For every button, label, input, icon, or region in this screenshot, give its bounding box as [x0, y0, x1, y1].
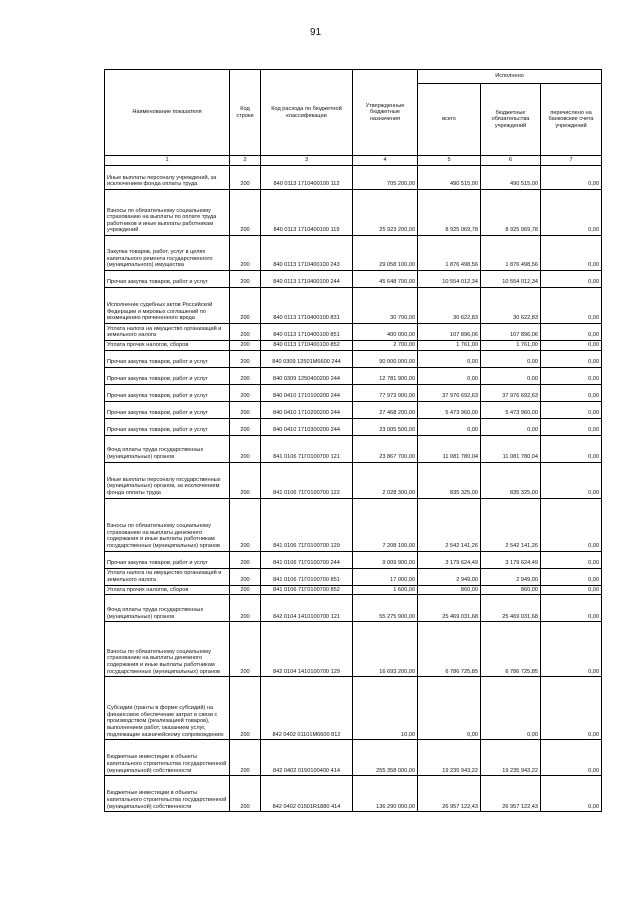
row-transferred: 0,00 — [541, 288, 602, 324]
row-approved: 30 700,00 — [353, 288, 418, 324]
row-name: Прочая закупка товаров, работ и услуг — [105, 384, 230, 401]
row-transferred: 0,00 — [541, 350, 602, 367]
row-name: Исполнение судебных актов Российской Федерации и мировых соглашений по возмещению причиненного вреда — [105, 288, 230, 324]
column-number: 5 — [418, 156, 481, 166]
row-executed-total: 490 515,00 — [418, 166, 481, 190]
table-row — [105, 288, 602, 324]
row-budget-code: 840 0113 1710400100 852 — [261, 341, 353, 351]
row-executed-total: 26 957 122,43 — [418, 776, 481, 812]
row-name: Взносы по обязательному социальному страхованию на выплаты денежного содержания и иные выплаты работникам государственных (муниципальных) органов — [105, 622, 230, 677]
column-number: 2 — [230, 156, 261, 166]
row-budget-obligations: 11 081 780,04 — [481, 435, 541, 462]
row-executed-total: 8 925 069,78 — [418, 190, 481, 236]
row-transferred: 0,00 — [541, 622, 602, 677]
column-number: 6 — [481, 156, 541, 166]
table-row — [105, 677, 602, 740]
row-name: Иные выплаты персоналу государственных (муниципальных) органов, за исключением фонда оплаты труда — [105, 462, 230, 498]
table-row — [105, 341, 602, 351]
row-budget-obligations: 107 896,06 — [481, 324, 541, 341]
row-approved: 1 600,00 — [353, 585, 418, 595]
table-row — [105, 350, 602, 367]
row-approved: 55 275 900,00 — [353, 595, 418, 622]
row-approved: 23 867 700,00 — [353, 435, 418, 462]
header-name: Наименование показателя — [105, 70, 230, 156]
row-executed-total: 1 761,00 — [418, 341, 481, 351]
row-transferred: 0,00 — [541, 462, 602, 498]
table-row — [105, 568, 602, 585]
row-line-code: 200 — [230, 498, 261, 551]
row-name: Иные выплаты персоналу учреждений, за исключением фонда оплаты труда — [105, 166, 230, 190]
row-executed-total: 6 786 725,85 — [418, 622, 481, 677]
row-line-code: 200 — [230, 595, 261, 622]
row-name: Фонд оплаты труда государственных (муниципальных) органов — [105, 435, 230, 462]
row-name: Взносы по обязательному социальному страхованию на выплаты по оплате труда работников и иные выплаты работникам учреждений — [105, 190, 230, 236]
row-line-code: 200 — [230, 677, 261, 740]
row-approved: 7 208 100,00 — [353, 498, 418, 551]
row-budget-obligations: 6 786 725,85 — [481, 622, 541, 677]
row-budget-code: 840 0410 1710300200 244 — [261, 418, 353, 435]
row-approved: 17 000,00 — [353, 568, 418, 585]
row-budget-obligations: 1 761,00 — [481, 341, 541, 351]
row-line-code: 200 — [230, 190, 261, 236]
row-budget-obligations: 0,00 — [481, 350, 541, 367]
row-executed-total: 1 876 498,56 — [418, 236, 481, 271]
row-budget-code: 842 0402 01501R1880 414 — [261, 776, 353, 812]
row-name: Фонд оплаты труда государственных (муниципальных) органов — [105, 595, 230, 622]
row-budget-obligations: 19 235 943,22 — [481, 740, 541, 776]
row-executed-total: 3 179 624,49 — [418, 551, 481, 568]
row-name: Закупка товаров, работ, услуг в целях капитального ремонта государственного (муниципального) имущества — [105, 236, 230, 271]
row-budget-code: 840 0113 1710400100 119 — [261, 190, 353, 236]
row-approved: 255 358 000,00 — [353, 740, 418, 776]
header-line-code: Код строки — [230, 70, 261, 156]
row-transferred: 0,00 — [541, 498, 602, 551]
row-approved: 705 200,00 — [353, 166, 418, 190]
row-executed-total: 835 325,00 — [418, 462, 481, 498]
row-budget-obligations: 0,00 — [481, 418, 541, 435]
row-name: Бюджетные инвестиции в объекты капитального строительства государственной (муниципальной) собственности — [105, 776, 230, 812]
row-approved: 136 290 000,00 — [353, 776, 418, 812]
column-number: 7 — [541, 156, 602, 166]
row-transferred: 0,00 — [541, 367, 602, 384]
row-name: Прочая закупка товаров, работ и услуг — [105, 401, 230, 418]
row-budget-obligations: 2 949,00 — [481, 568, 541, 585]
table-row — [105, 622, 602, 677]
row-line-code: 200 — [230, 418, 261, 435]
row-budget-code: 840 0113 1710400100 243 — [261, 236, 353, 271]
table-row — [105, 462, 602, 498]
row-name: Бюджетные инвестиции в объекты капитального строительства государственной (муниципальной) собственности — [105, 740, 230, 776]
row-approved: 77 973 900,00 — [353, 384, 418, 401]
row-transferred: 0,00 — [541, 551, 602, 568]
row-budget-code: 841 0106 71Г0100700 129 — [261, 498, 353, 551]
row-name: Субсидии (гранты в форме субсидий) на финансовое обеспечение затрат в связи с производством (реализацией товаров), выполнением работ, оказанием услуг, подлежащие казначейскому сопровождению — [105, 677, 230, 740]
budget-execution-table — [104, 69, 602, 812]
row-line-code: 200 — [230, 367, 261, 384]
row-executed-total: 0,00 — [418, 367, 481, 384]
row-name: Уплата налога на имущество организаций и земельного налога — [105, 568, 230, 585]
row-transferred: 0,00 — [541, 384, 602, 401]
column-number: 1 — [105, 156, 230, 166]
row-line-code: 200 — [230, 462, 261, 498]
row-name: Уплата прочих налогов, сборов — [105, 341, 230, 351]
row-name: Уплата налога на имущество организаций и земельного налога — [105, 324, 230, 341]
row-budget-code: 842 0104 1410100700 121 — [261, 595, 353, 622]
table-row — [105, 595, 602, 622]
row-budget-obligations: 10 554 012,34 — [481, 271, 541, 288]
row-transferred: 0,00 — [541, 271, 602, 288]
row-transferred: 0,00 — [541, 401, 602, 418]
table-row — [105, 498, 602, 551]
row-line-code: 200 — [230, 740, 261, 776]
row-executed-total: 2 949,00 — [418, 568, 481, 585]
row-transferred: 0,00 — [541, 585, 602, 595]
row-approved: 12 781 900,00 — [353, 367, 418, 384]
row-line-code: 200 — [230, 350, 261, 367]
row-budget-code: 840 0309 1250400200 244 — [261, 367, 353, 384]
row-transferred: 0,00 — [541, 341, 602, 351]
row-executed-total: 0,00 — [418, 677, 481, 740]
row-approved: 23 005 500,00 — [353, 418, 418, 435]
row-transferred: 0,00 — [541, 677, 602, 740]
row-transferred: 0,00 — [541, 324, 602, 341]
row-approved: 2 028 300,00 — [353, 462, 418, 498]
row-line-code: 200 — [230, 568, 261, 585]
row-line-code: 200 — [230, 776, 261, 812]
row-budget-obligations: 26 957 122,43 — [481, 776, 541, 812]
row-approved: 400 000,00 — [353, 324, 418, 341]
row-line-code: 200 — [230, 585, 261, 595]
row-budget-code: 840 0113 1710400100 112 — [261, 166, 353, 190]
row-budget-code: 840 0113 1710400100 831 — [261, 288, 353, 324]
column-number-row — [105, 156, 602, 166]
row-name: Прочая закупка товаров, работ и услуг — [105, 418, 230, 435]
row-budget-obligations: 0,00 — [481, 367, 541, 384]
row-budget-code: 841 0106 71Г0100700 852 — [261, 585, 353, 595]
header-executed: Исполнено — [418, 70, 602, 84]
row-approved: 10,00 — [353, 677, 418, 740]
row-budget-obligations: 30 622,83 — [481, 288, 541, 324]
row-executed-total: 2 542 141,26 — [418, 498, 481, 551]
row-transferred: 0,00 — [541, 595, 602, 622]
table-row — [105, 190, 602, 236]
row-budget-obligations: 8 925 069,78 — [481, 190, 541, 236]
column-number: 3 — [261, 156, 353, 166]
table-row — [105, 271, 602, 288]
table-row — [105, 740, 602, 776]
row-name: Прочая закупка товаров, работ и услуг — [105, 271, 230, 288]
row-transferred: 0,00 — [541, 568, 602, 585]
row-approved: 25 923 200,00 — [353, 190, 418, 236]
row-budget-obligations: 0,00 — [481, 677, 541, 740]
row-name: Прочая закупка товаров, работ и услуг — [105, 350, 230, 367]
row-line-code: 200 — [230, 166, 261, 190]
row-approved: 29 058 100,00 — [353, 236, 418, 271]
row-budget-obligations: 2 542 141,26 — [481, 498, 541, 551]
row-line-code: 200 — [230, 288, 261, 324]
row-name: Прочая закупка товаров, работ и услуг — [105, 551, 230, 568]
table-row — [105, 367, 602, 384]
row-approved: 27 468 200,00 — [353, 401, 418, 418]
row-line-code: 200 — [230, 551, 261, 568]
row-executed-total: 860,00 — [418, 585, 481, 595]
row-line-code: 200 — [230, 324, 261, 341]
table-row — [105, 384, 602, 401]
row-transferred: 0,00 — [541, 776, 602, 812]
table-row — [105, 776, 602, 812]
table-row — [105, 324, 602, 341]
row-transferred: 0,00 — [541, 190, 602, 236]
table-row — [105, 551, 602, 568]
row-executed-total: 10 554 012,34 — [418, 271, 481, 288]
row-transferred: 0,00 — [541, 740, 602, 776]
table-row — [105, 435, 602, 462]
row-name: Уплата прочих налогов, сборов — [105, 585, 230, 595]
row-line-code: 200 — [230, 622, 261, 677]
row-budget-obligations: 1 876 498,56 — [481, 236, 541, 271]
row-name: Взносы по обязательному социальному страхованию на выплаты денежного содержания и иные выплаты работникам государственных (муниципальных) органов — [105, 498, 230, 551]
row-line-code: 200 — [230, 341, 261, 351]
row-approved: 90 000 000,00 — [353, 350, 418, 367]
row-transferred: 0,00 — [541, 418, 602, 435]
row-line-code: 200 — [230, 236, 261, 271]
row-budget-code: 840 0410 1710200200 244 — [261, 401, 353, 418]
row-executed-total: 25 469 031,68 — [418, 595, 481, 622]
row-executed-total: 30 622,83 — [418, 288, 481, 324]
row-line-code: 200 — [230, 435, 261, 462]
table-row — [105, 585, 602, 595]
row-budget-code: 841 0106 71Г0100700 244 — [261, 551, 353, 568]
header-budget-obligations: бюджетные обязательства учреждений — [481, 84, 541, 156]
row-executed-total: 11 081 780,04 — [418, 435, 481, 462]
row-budget-code: 840 0113 1710400100 851 — [261, 324, 353, 341]
table-row — [105, 236, 602, 271]
row-budget-obligations: 5 473 960,00 — [481, 401, 541, 418]
row-budget-code: 841 0106 71Г0100700 851 — [261, 568, 353, 585]
row-budget-obligations: 835 325,00 — [481, 462, 541, 498]
row-approved: 2 700,00 — [353, 341, 418, 351]
row-executed-total: 19 235 943,22 — [418, 740, 481, 776]
row-budget-code: 842 0402 0150100400 414 — [261, 740, 353, 776]
page-number: 91 — [309, 27, 322, 38]
row-name: Прочая закупка товаров, работ и услуг — [105, 367, 230, 384]
header-budget-code: Код расхода по бюджетной классификации — [261, 70, 353, 156]
header-approved: Утвержденные бюджетные назначения — [353, 70, 418, 156]
row-executed-total: 37 976 692,63 — [418, 384, 481, 401]
row-budget-code: 840 0410 1710100200 244 — [261, 384, 353, 401]
row-transferred: 0,00 — [541, 166, 602, 190]
row-budget-obligations: 3 179 624,49 — [481, 551, 541, 568]
row-transferred: 0,00 — [541, 236, 602, 271]
row-executed-total: 107 896,06 — [418, 324, 481, 341]
table-row — [105, 166, 602, 190]
row-budget-code: 840 0309 12501M6600 244 — [261, 350, 353, 367]
row-budget-code: 842 0402 01101M6600 812 — [261, 677, 353, 740]
row-executed-total: 0,00 — [418, 350, 481, 367]
row-budget-code: 841 0106 71Г0100700 121 — [261, 435, 353, 462]
row-budget-obligations: 490 515,00 — [481, 166, 541, 190]
row-transferred: 0,00 — [541, 435, 602, 462]
row-approved: 16 693 200,00 — [353, 622, 418, 677]
row-budget-code: 841 0106 71Г0100700 122 — [261, 462, 353, 498]
row-budget-obligations: 37 976 692,63 — [481, 384, 541, 401]
header-transferred: перечислено на банковские счета учреждений — [541, 84, 602, 156]
row-line-code: 200 — [230, 401, 261, 418]
row-executed-total: 5 473 960,00 — [418, 401, 481, 418]
row-line-code: 200 — [230, 384, 261, 401]
row-approved: 45 648 700,00 — [353, 271, 418, 288]
row-budget-obligations: 860,00 — [481, 585, 541, 595]
table-row — [105, 418, 602, 435]
table-row — [105, 401, 602, 418]
row-executed-total: 0,00 — [418, 418, 481, 435]
column-number: 4 — [353, 156, 418, 166]
row-budget-obligations: 25 469 031,68 — [481, 595, 541, 622]
row-budget-code: 840 0113 1710400100 244 — [261, 271, 353, 288]
row-line-code: 200 — [230, 271, 261, 288]
row-budget-code: 842 0104 1410100700 129 — [261, 622, 353, 677]
row-approved: 9 009 900,00 — [353, 551, 418, 568]
header-total: всего — [418, 84, 481, 156]
